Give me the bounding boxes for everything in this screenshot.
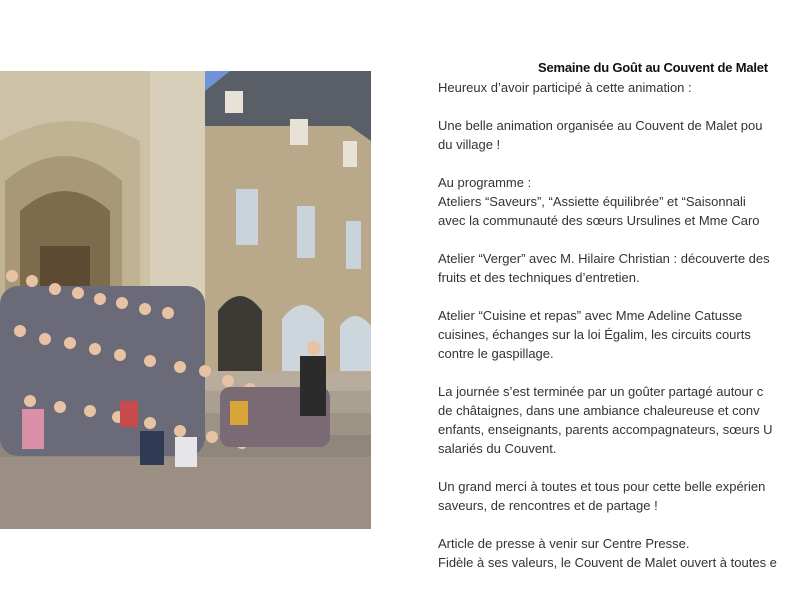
- article: [438, 60, 800, 600]
- text-line: contre le gaspillage.: [438, 346, 554, 361]
- text-line: enfants, enseignants, parents accompagnateurs, sœurs U: [438, 422, 773, 437]
- text-line: Ateliers “Saveurs”, “Assiette équilibrée” et “Saisonnali: [438, 194, 746, 209]
- text-line: Une belle animation organisée au Couvent de Malet pou: [438, 118, 763, 133]
- text-line: Heureux d’avoir participé à cette animation :: [438, 80, 692, 95]
- text-line: de châtaignes, dans une ambiance chaleureuse et conv: [438, 403, 760, 418]
- text-line: cuisines, échanges sur la loi Égalim, les circuits courts: [438, 327, 751, 342]
- text-line: saveurs, de rencontres et de partage !: [438, 498, 658, 513]
- group-photo: [0, 71, 371, 529]
- article-body: [438, 78, 800, 591]
- paragraph: [438, 382, 800, 458]
- text-line: Un grand merci à toutes et tous pour cette belle expérien: [438, 479, 766, 494]
- paragraph: [438, 116, 800, 154]
- text-line: salariés du Couvent.: [438, 441, 557, 456]
- paragraph: [438, 477, 800, 515]
- text-line: Article de presse à venir sur Centre Presse.: [438, 536, 690, 551]
- text-line: La journée s’est terminée par un goûter partagé autour c: [438, 384, 764, 399]
- text-line: Fidèle à ses valeurs, le Couvent de Malet ouvert à toutes e: [438, 555, 777, 570]
- paragraph: [438, 534, 800, 572]
- group-photo-illustration: [0, 71, 371, 529]
- text-line: avec la communauté des sœurs Ursulines et Mme Caro: [438, 213, 760, 228]
- text-line: Au programme :: [438, 175, 532, 190]
- paragraph: [438, 173, 800, 230]
- text-line: Atelier “Cuisine et repas” avec Mme Adeline Catusse: [438, 308, 743, 323]
- text-line: du village !: [438, 137, 501, 152]
- paragraph: [438, 306, 800, 363]
- paragraph: [438, 78, 800, 97]
- paragraph: [438, 249, 800, 287]
- article-title: Semaine du Goût au Couvent de Malet: [538, 60, 768, 75]
- text-line: fruits et des techniques d’entretien.: [438, 270, 640, 285]
- text-line: Atelier “Verger” avec M. Hilaire Christian : découverte des: [438, 251, 770, 266]
